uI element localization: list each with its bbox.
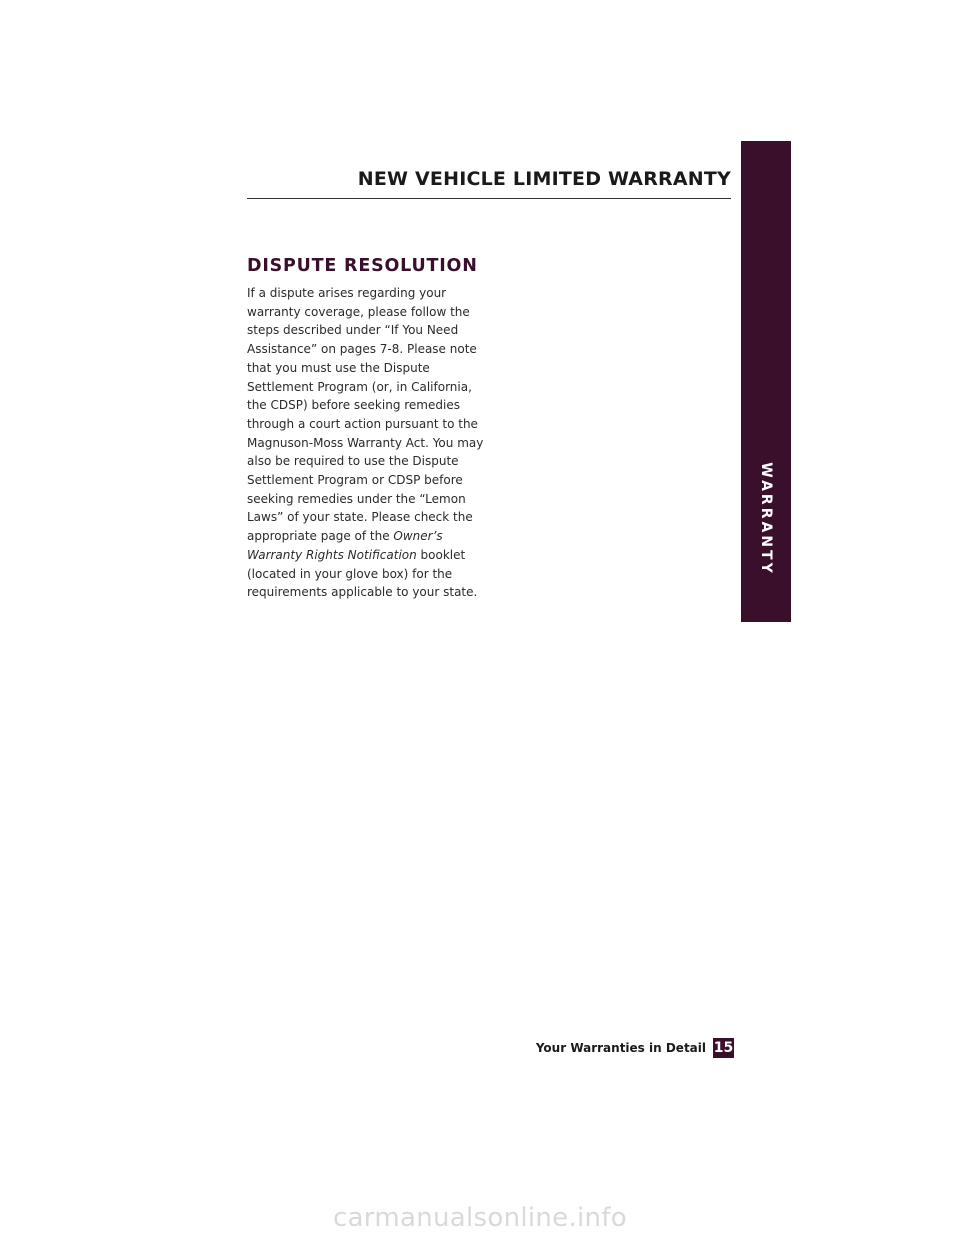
body-line — [247, 546, 492, 565]
page-header-title: NEW VEHICLE LIMITED WARRANTY — [357, 168, 731, 190]
body-line: Laws” of your state. Please check the — [247, 510, 473, 525]
body-line: warranty coverage, please follow the — [247, 304, 470, 319]
section-heading: DISPUTE RESOLUTION — [247, 256, 478, 276]
body-text-segment: booklet — [416, 547, 466, 562]
body-line: through a court action pursuant to the — [247, 416, 478, 431]
body-line: (located in your glove box) for the — [247, 566, 453, 581]
body-line: seeking remedies under the “Lemon — [247, 491, 466, 506]
booklet-title-part: Warranty Rights Notification — [247, 547, 417, 562]
footer-label: Your Warranties in Detail — [535, 1041, 706, 1055]
section-side-tab — [741, 141, 791, 622]
body-line: also be required to use the Dispute — [247, 454, 459, 469]
page-header — [247, 166, 731, 199]
body-line: If a dispute arises regarding your — [247, 286, 447, 300]
body-line: steps described under “If You Need — [247, 323, 459, 338]
body-line: that you must use the Dispute — [247, 360, 430, 375]
body-text-segment: appropriate page of the — [247, 529, 394, 544]
page-number: 15 — [713, 1040, 734, 1056]
page-footer — [536, 1038, 734, 1058]
side-tab-label: WARRANTY — [758, 462, 774, 576]
body-line — [247, 527, 492, 546]
body-line: Settlement Program or CDSP before — [247, 473, 463, 488]
watermark: carmanualsonline.info — [332, 1203, 627, 1233]
body-paragraph — [247, 284, 492, 602]
body-line: requirements applicable to your state. — [247, 585, 478, 600]
body-line: Magnuson-Moss Warranty Act. You may — [247, 435, 484, 450]
booklet-title-part: Owner’s — [393, 529, 443, 544]
body-line: the CDSP) before seeking remedies — [247, 398, 460, 413]
body-line: Settlement Program (or, in California, — [247, 379, 472, 394]
body-line: Assistance” on pages 7-8. Please note — [247, 342, 477, 357]
